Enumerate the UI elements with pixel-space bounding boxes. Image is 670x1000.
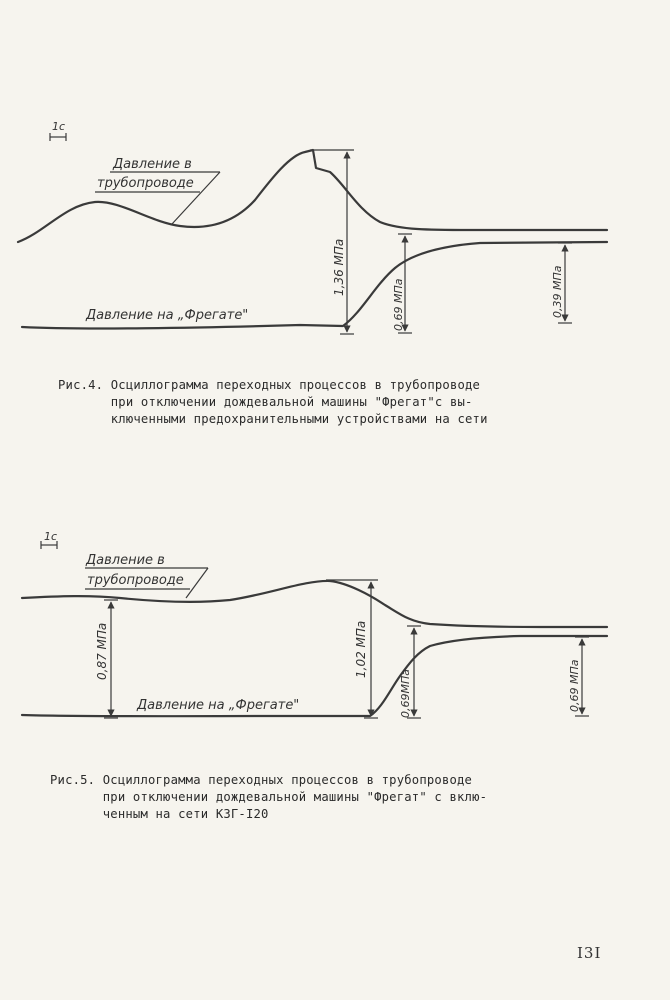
fig5-dimension-1-label: 0,87 МПа (95, 622, 109, 680)
fig4-pipeline-label (95, 157, 220, 224)
fig5-fregat-pressure-trace (22, 636, 607, 716)
figure-4-caption (58, 377, 488, 428)
figure-4-caption-line: Рис.4. Осциллограмма переходных процессов в трубопроводе (58, 378, 481, 392)
fig5-pipeline-label (85, 553, 208, 598)
figure-4 (18, 120, 607, 334)
fig4-pipeline-label-line1: Давление в (113, 157, 192, 172)
fig5-dimension-2-label: 1,02 МПа (354, 620, 368, 678)
fig5-dimension-3-label: 0,69МПа (399, 669, 412, 718)
fig5-dimension-4-label: 0,69 МПа (568, 659, 581, 712)
figure-4-caption-line: при отключении дождевальной машины "Фрегат"с вы- (58, 395, 473, 409)
fig5-fregat-label: Давление на „Фрегате" (137, 698, 300, 713)
fig4-pipeline-pressure-trace (18, 150, 607, 242)
fig5-dimension-3 (399, 626, 421, 718)
fig4-dimension-3-label: 0,39 МПа (551, 265, 564, 318)
fig5-time-scale-label: 1c (44, 530, 58, 543)
fig4-fregat-label: Давление на „Фрегате" (86, 308, 249, 323)
fig5-dimension-4 (568, 637, 589, 716)
figure-5-caption-line: ченным на сети КЗГ-I20 (50, 807, 269, 821)
fig4-dimension-3 (551, 243, 572, 323)
page-number: I3I (577, 944, 602, 962)
fig5-dimension-1 (95, 600, 118, 718)
fig5-dimension-2 (326, 580, 378, 718)
figure-5-caption (50, 772, 487, 823)
fig5-time-scale (41, 530, 57, 549)
fig4-dimension-1 (310, 150, 354, 334)
figure-5 (22, 530, 607, 718)
figure-5-caption-line: при отключении дождевальной машины "Фрегат" с вклю- (50, 790, 488, 804)
fig4-dimension-2 (392, 234, 412, 333)
fig4-dimension-2-label: 0,69 МПа (392, 278, 405, 331)
fig5-pipeline-label-line1: Давление в (86, 553, 165, 568)
fig4-dimension-1-label: 1,36 МПа (332, 238, 346, 296)
fig4-time-scale-label: 1c (52, 120, 66, 133)
fig5-pipeline-label-line2: трубопроводе (87, 573, 184, 588)
fig4-time-scale (50, 120, 66, 141)
figure-4-caption-line: ключенными предохранительными устройствами на сети (58, 412, 488, 426)
figure-5-caption-line: Рис.5. Осциллограмма переходных процессов в трубопроводе (50, 773, 473, 787)
fig4-pipeline-label-line2: трубопроводе (97, 176, 194, 191)
